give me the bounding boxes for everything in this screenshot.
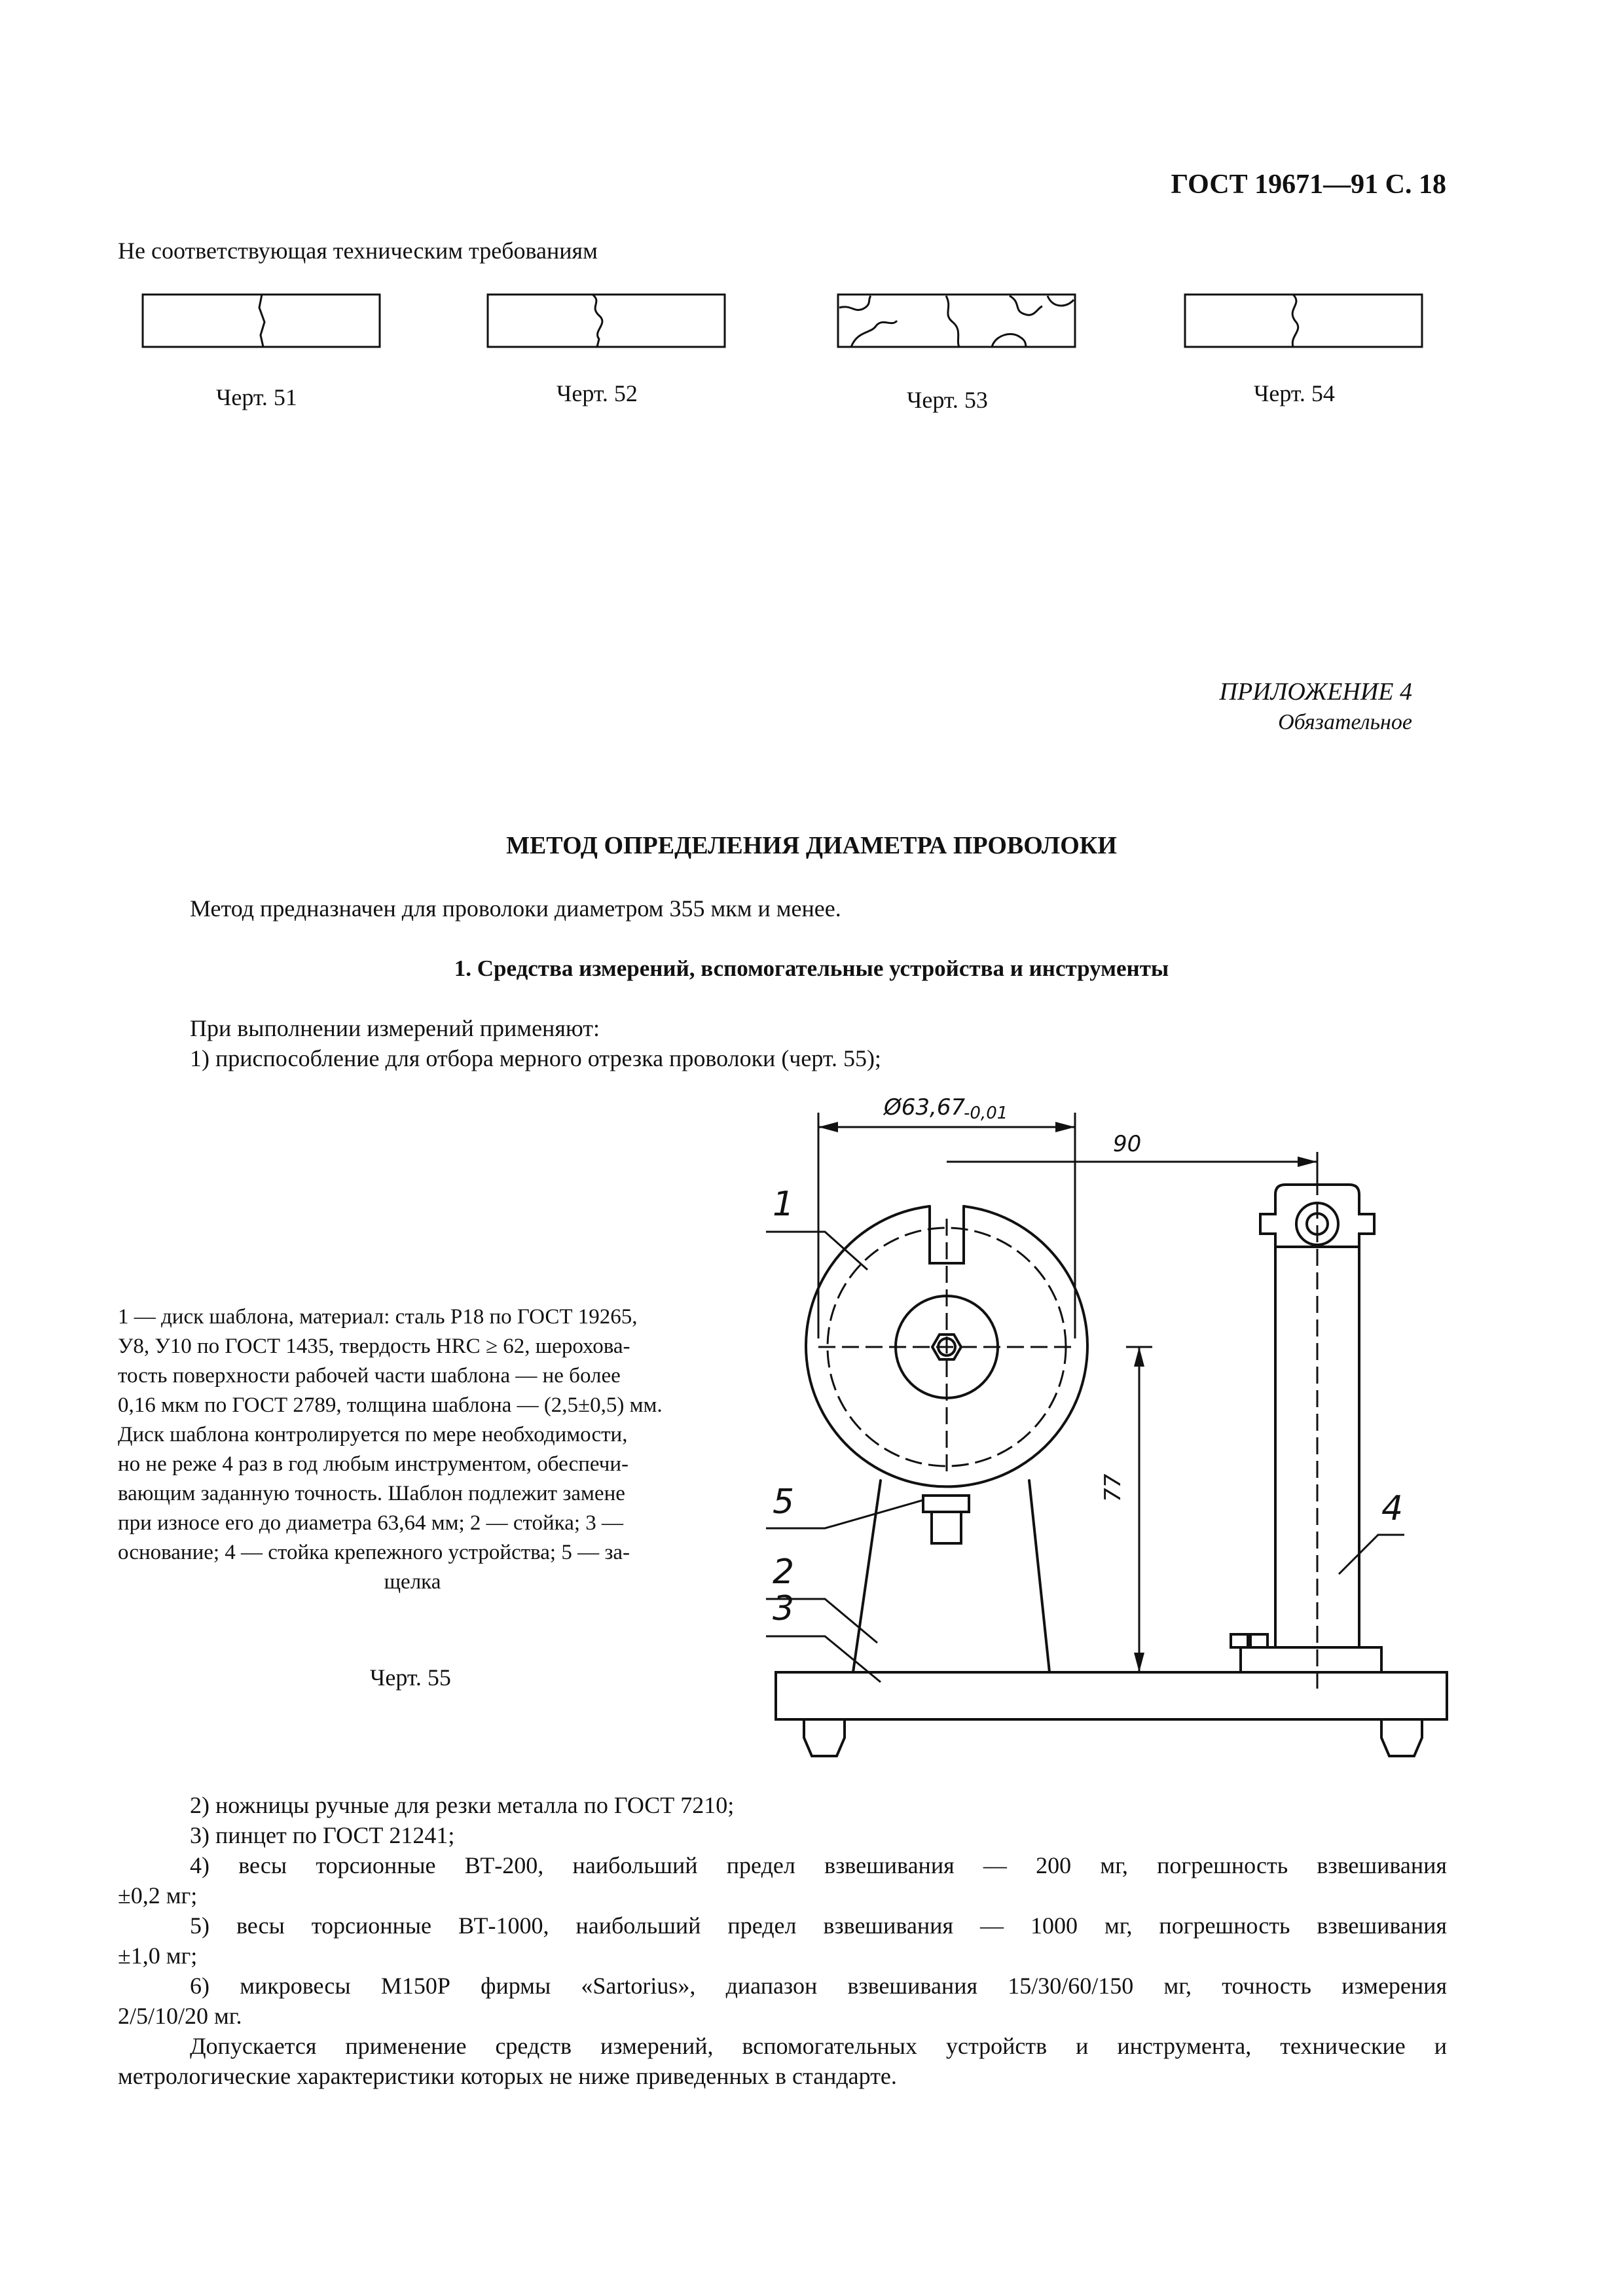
stand-right-leg: [1029, 1480, 1049, 1672]
item-2: 2) ножницы ручные для резки металла по ГОСТ 7210;: [190, 1792, 735, 1818]
figure-54-caption: Черт. 54: [1254, 380, 1335, 406]
item-4-line-2: ±0,2 мг;: [118, 1882, 198, 1909]
section-1-heading: 1. Средства измерений, вспомогательные устройства и инструменты: [454, 956, 1169, 981]
right-foot: [1381, 1719, 1422, 1756]
legend-line: при износе его до диаметра 63,64 мм; 2 — стойка; 3 —: [118, 1511, 624, 1535]
callout-3: 3: [773, 1589, 795, 1628]
callout-3-leader: [766, 1636, 881, 1682]
item-5-line-1: 5) весы торсионные ВТ-1000, наибольший предел взвешивания — 1000 мг, погрешность взвешивания: [190, 1912, 1447, 1939]
item-5-line-2: ±1,0 мг;: [118, 1943, 198, 1969]
legend-line: но не реже 4 раз в год любым инструментом, обеспечи-: [118, 1452, 629, 1476]
height-dimension: 77: [1100, 1473, 1126, 1502]
legend-line: вающим заданную точность. Шаблон подлежит замене: [118, 1482, 625, 1505]
callout-4-leader: [1339, 1535, 1404, 1574]
stand-left-leg: [853, 1480, 881, 1672]
legend-line: 0,16 мкм по ГОСТ 2789, толщина шаблона — (2,5±0,5) мм.: [118, 1393, 663, 1417]
appendix-subtitle: Обязательное: [1278, 710, 1412, 734]
figure-53-caption: Черт. 53: [907, 387, 988, 413]
latch: [923, 1496, 969, 1512]
final-paragraph-line-2: метрологические характеристики которых не ниже приведенных в стандарте.: [118, 2063, 897, 2089]
page-header: ГОСТ 19671—91 С. 18: [1171, 170, 1446, 200]
item-1: 1) приспособление для отбора мерного отрезка проволоки (черт. 55);: [190, 1045, 881, 1071]
item-4-line-1: 4) весы торсионные ВТ-200, наибольший предел взвешивания — 200 мг, погрешность взвешивания: [190, 1852, 1447, 1878]
callout-2: 2: [773, 1552, 795, 1592]
figure-51-caption: Черт. 51: [216, 384, 297, 410]
callout-1-leader: [766, 1232, 867, 1270]
callout-1: 1: [773, 1185, 795, 1224]
item-6-line-2: 2/5/10/20 мг.: [118, 2003, 242, 2029]
legend-line: тость поверхности рабочей части шаблона — не более: [118, 1364, 621, 1388]
callout-4: 4: [1381, 1489, 1404, 1528]
appendix-title: ПРИЛОЖЕНИЕ 4: [1219, 678, 1412, 706]
item-3: 3) пинцет по ГОСТ 21241;: [190, 1822, 455, 1848]
figure-52-caption: Черт. 52: [556, 380, 638, 406]
figure-55-legend: [118, 1302, 707, 1597]
item-6-line-1: 6) микровесы М150Р фирмы «Sartorius», диапазон взвешивания 15/30/60/150 мг, точность измерения: [190, 1973, 1447, 1999]
final-paragraph-line-1: Допускается применение средств измерений, вспомогательных устройств и инструмента, технические и: [190, 2033, 1447, 2059]
left-foot: [804, 1719, 845, 1756]
diameter-dimension: Ø63,67: [884, 1094, 966, 1121]
intro-paragraph: Метод предназначен для проволоки диаметром 355 мкм и менее.: [190, 895, 841, 922]
apply-line: При выполнении измерений применяют:: [190, 1015, 600, 1041]
legend-line: У8, У10 по ГОСТ 1435, твердость HRC ≥ 62, шерохова-: [118, 1335, 630, 1358]
legend-line: Диск шаблона контролируется по мере необходимости,: [118, 1423, 628, 1446]
figure-55-caption: Черт. 55: [370, 1664, 451, 1691]
diameter-tolerance: -0,01: [964, 1103, 1008, 1123]
width-dimension: 90: [1113, 1131, 1142, 1157]
legend-line: щелка: [384, 1570, 441, 1594]
callout-5: 5: [773, 1482, 795, 1522]
legend-line: основание; 4 — стойка крепежного устройства; 5 — за-: [118, 1541, 630, 1564]
nonconforming-caption: Не соответствующая техническим требованиям: [118, 238, 598, 264]
document-title: МЕТОД ОПРЕДЕЛЕНИЯ ДИАМЕТРА ПРОВОЛОКИ: [506, 832, 1117, 859]
legend-line: 1 — диск шаблона, материал: сталь Р18 по ГОСТ 19265,: [118, 1305, 638, 1329]
